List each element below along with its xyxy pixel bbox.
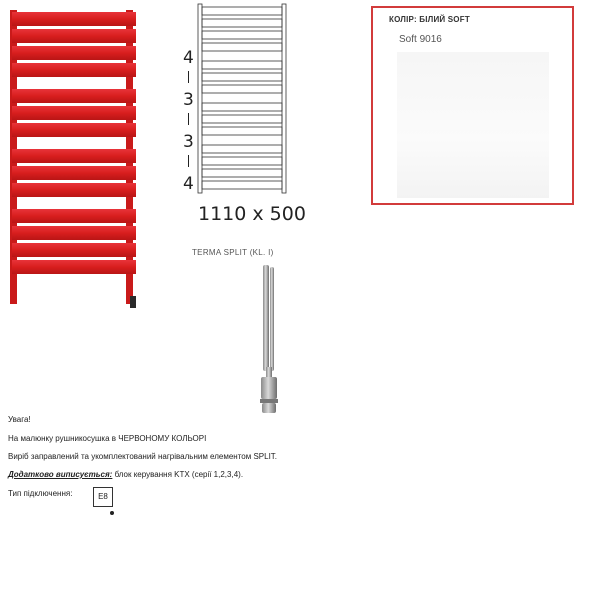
note-split-element: Виріб заправлений та укомплектований нагрівальним елементом SPLIT. [8, 452, 278, 461]
group-number-2: 3 [183, 90, 194, 110]
schematic-bar [202, 61, 282, 69]
schematic-bar [202, 157, 282, 165]
radiator-image [8, 8, 154, 310]
note-extra-text: блок керування KTX (серії 1,2,3,4). [112, 470, 244, 479]
connection-marker [110, 511, 114, 515]
schematic-bar [202, 115, 282, 123]
schematic-bar [202, 169, 282, 177]
schematic-bar [202, 43, 282, 51]
schematic-bar [202, 7, 282, 15]
radiator-bar [12, 149, 136, 163]
schematic-bar [202, 73, 282, 81]
color-code: Soft 9016 [399, 34, 442, 45]
group-separator [188, 71, 189, 83]
color-swatch [397, 52, 549, 198]
radiator-bar [12, 209, 136, 223]
radiator-bar [12, 29, 136, 43]
radiator-bar [12, 243, 136, 257]
heating-element-image [252, 263, 286, 415]
schematic-bar [202, 103, 282, 111]
radiator-bar [12, 63, 136, 77]
color-title: КОЛІР: БІЛИЙ SOFT [389, 15, 470, 24]
dimensions-label: 1110 x 500 [198, 203, 306, 225]
note-attention: Увага! [8, 415, 31, 424]
radiator-bar [12, 166, 136, 180]
connection-code-box: E8 [93, 487, 113, 507]
radiator-bar [12, 123, 136, 137]
radiator-bar [12, 260, 136, 274]
schematic-bar [202, 85, 282, 93]
schematic-bar [202, 145, 282, 153]
connection-label: Тип підключення: [8, 489, 73, 498]
schematic-bar [202, 127, 282, 135]
note-red-color: На малюнку рушникосушка в ЧЕРВОНОМУ КОЛЬОРІ [8, 434, 207, 443]
radiator-bar [12, 46, 136, 60]
radiator-bar [12, 106, 136, 120]
radiator-bar [12, 89, 136, 103]
radiator-schematic [196, 3, 292, 195]
color-card [371, 6, 574, 205]
note-extra-label: Додатково виписується: [8, 470, 113, 479]
group-number-4: 4 [183, 174, 194, 194]
radiator-bar [12, 12, 136, 26]
group-separator [188, 113, 189, 125]
group-separator [188, 155, 189, 167]
schematic-bar [202, 19, 282, 27]
heater-caption: TERMA SPLIT (KL. I) [192, 248, 274, 257]
group-number-3: 3 [183, 132, 194, 152]
group-number-1: 4 [183, 48, 194, 68]
radiator-bar [12, 183, 136, 197]
radiator-bar [12, 226, 136, 240]
schematic-bar [202, 181, 282, 189]
schematic-bar [202, 31, 282, 39]
note-extra [8, 470, 243, 479]
